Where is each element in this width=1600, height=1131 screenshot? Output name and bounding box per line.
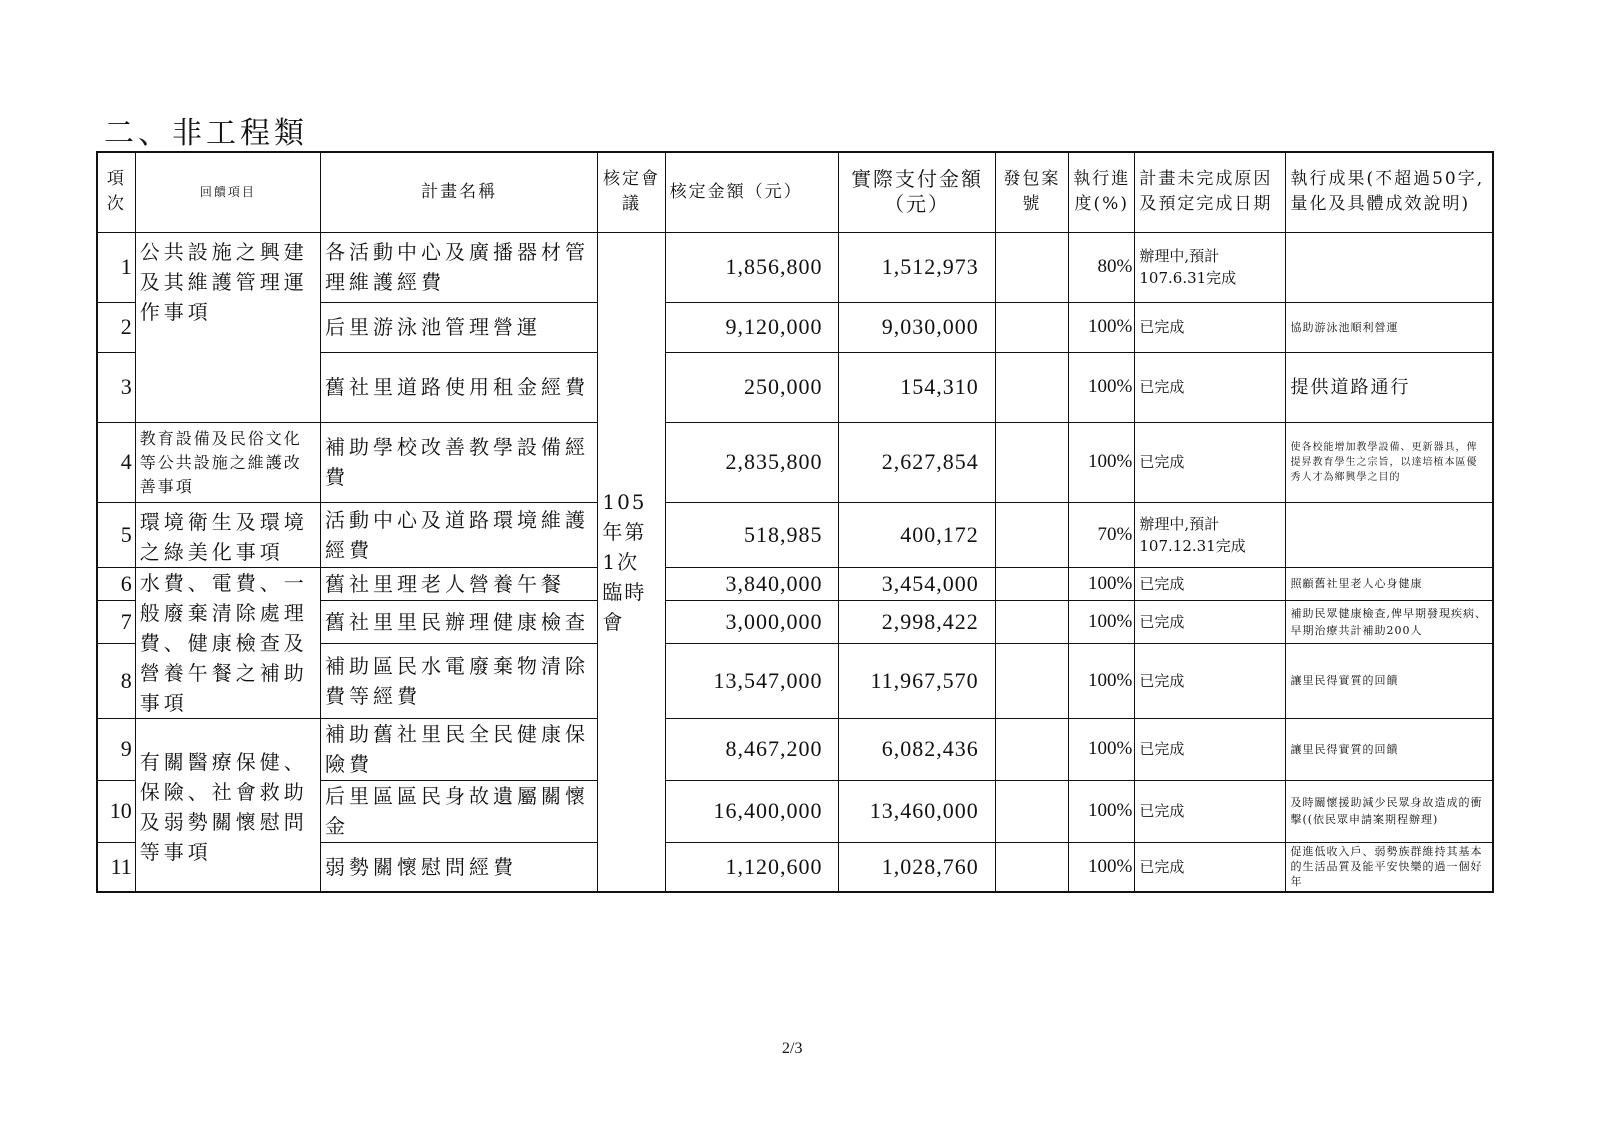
page-title: 二、非工程類 bbox=[104, 116, 308, 151]
header-progress: 執行進度(%) bbox=[1069, 152, 1135, 232]
plan-name: 補助學校改善教學設備經費 bbox=[321, 422, 598, 502]
reason: 已完成 bbox=[1135, 352, 1286, 422]
result bbox=[1286, 502, 1493, 567]
result: 提供道路通行 bbox=[1286, 352, 1493, 422]
category-cell: 環境衛生及環境之綠美化事項 bbox=[135, 502, 320, 567]
approved-amount: 8,467,200 bbox=[665, 718, 839, 780]
reason: 已完成 bbox=[1135, 422, 1286, 502]
approved-amount: 250,000 bbox=[665, 352, 839, 422]
result bbox=[1286, 232, 1493, 302]
table-row bbox=[97, 422, 1493, 502]
result: 協助游泳池順利營運 bbox=[1286, 302, 1493, 352]
category-cell: 水費、電費、一般廢棄清除處理費、健康檢查及營養午餐之補助事項 bbox=[135, 567, 320, 718]
row-index: 6 bbox=[97, 567, 135, 600]
reason: 已完成 bbox=[1135, 302, 1286, 352]
category-cell: 有關醫療保健、保險、社會救助及弱勢關懷慰問等事項 bbox=[135, 718, 320, 892]
paid-amount: 13,460,000 bbox=[839, 780, 995, 842]
contract-number bbox=[995, 422, 1068, 502]
header-plan-name: 計畫名稱 bbox=[321, 152, 598, 232]
result: 補助民眾健康檢查,俾早期發現疾病、早期治療共計補助200人 bbox=[1286, 600, 1493, 643]
contract-number bbox=[995, 600, 1068, 643]
result: 及時關懷援助減少民眾身故造成的衝擊((依民眾申請案期程辦理) bbox=[1286, 780, 1493, 842]
approved-amount: 2,835,800 bbox=[665, 422, 839, 502]
paid-amount: 1,512,973 bbox=[839, 232, 995, 302]
approved-amount: 16,400,000 bbox=[665, 780, 839, 842]
approved-amount: 3,000,000 bbox=[665, 600, 839, 643]
header-index: 項次 bbox=[97, 152, 135, 232]
table-row bbox=[97, 567, 1493, 600]
paid-amount: 2,627,854 bbox=[839, 422, 995, 502]
header-reason: 計畫未完成原因及預定完成日期 bbox=[1135, 152, 1286, 232]
table-row bbox=[97, 232, 1493, 302]
header-paid: 實際支付金額（元） bbox=[839, 152, 995, 232]
page-number: 2/3 bbox=[782, 1040, 803, 1057]
plan-name: 補助舊社里民全民健康保險費 bbox=[321, 718, 598, 780]
plan-name: 后里游泳池管理營運 bbox=[321, 302, 598, 352]
plan-name: 弱勢關懷慰問經費 bbox=[321, 842, 598, 892]
progress: 100% bbox=[1069, 567, 1135, 600]
row-index: 10 bbox=[97, 780, 135, 842]
progress: 100% bbox=[1069, 352, 1135, 422]
progress: 100% bbox=[1069, 842, 1135, 892]
paid-amount: 400,172 bbox=[839, 502, 995, 567]
contract-number bbox=[995, 780, 1068, 842]
contract-number bbox=[995, 842, 1068, 892]
progress: 100% bbox=[1069, 644, 1135, 718]
header-row bbox=[97, 152, 1493, 232]
contract-number bbox=[995, 232, 1068, 302]
header-contract: 發包案號 bbox=[995, 152, 1068, 232]
plan-name: 舊社里理老人營養午餐 bbox=[321, 567, 598, 600]
table-row bbox=[97, 718, 1493, 780]
reason: 已完成 bbox=[1135, 718, 1286, 780]
contract-number bbox=[995, 302, 1068, 352]
paid-amount: 2,998,422 bbox=[839, 600, 995, 643]
row-index: 11 bbox=[97, 842, 135, 892]
category-cell: 教育設備及民俗文化等公共設施之維護改善事項 bbox=[135, 422, 320, 502]
row-index: 5 bbox=[97, 502, 135, 567]
result: 促進低收入戶、弱勢族群維持其基本的生活品質及能平安快樂的過一個好年 bbox=[1286, 842, 1493, 892]
approved-amount: 518,985 bbox=[665, 502, 839, 567]
progress: 100% bbox=[1069, 780, 1135, 842]
plan-name: 活動中心及道路環境維護經費 bbox=[321, 502, 598, 567]
contract-number bbox=[995, 718, 1068, 780]
reason: 已完成 bbox=[1135, 567, 1286, 600]
paid-amount: 1,028,760 bbox=[839, 842, 995, 892]
header-category: 回饋項目 bbox=[135, 152, 320, 232]
reason: 已完成 bbox=[1135, 644, 1286, 718]
result: 讓里民得實質的回饋 bbox=[1286, 644, 1493, 718]
plan-name: 后里區區民身故遺屬關懷金 bbox=[321, 780, 598, 842]
approved-amount: 9,120,000 bbox=[665, 302, 839, 352]
row-index: 3 bbox=[97, 352, 135, 422]
row-index: 2 bbox=[97, 302, 135, 352]
result: 照顧舊社里老人心身健康 bbox=[1286, 567, 1493, 600]
row-index: 7 bbox=[97, 600, 135, 643]
reason: 已完成 bbox=[1135, 780, 1286, 842]
contract-number bbox=[995, 352, 1068, 422]
progress: 100% bbox=[1069, 422, 1135, 502]
paid-amount: 6,082,436 bbox=[839, 718, 995, 780]
plan-name: 舊社里道路使用租金經費 bbox=[321, 352, 598, 422]
result: 讓里民得實質的回饋 bbox=[1286, 718, 1493, 780]
progress: 80% bbox=[1069, 232, 1135, 302]
table-row bbox=[97, 502, 1493, 567]
row-index: 8 bbox=[97, 644, 135, 718]
reason: 已完成 bbox=[1135, 600, 1286, 643]
paid-amount: 154,310 bbox=[839, 352, 995, 422]
contract-number bbox=[995, 502, 1068, 567]
reason: 辦理中,預計107.12.31完成 bbox=[1135, 502, 1286, 567]
reason: 辦理中,預計107.6.31完成 bbox=[1135, 232, 1286, 302]
paid-amount: 3,454,000 bbox=[839, 567, 995, 600]
paid-amount: 11,967,570 bbox=[839, 644, 995, 718]
paid-amount: 9,030,000 bbox=[839, 302, 995, 352]
row-index: 1 bbox=[97, 232, 135, 302]
reason: 已完成 bbox=[1135, 842, 1286, 892]
plan-name: 各活動中心及廣播器材管理維護經費 bbox=[321, 232, 598, 302]
project-table bbox=[96, 151, 1494, 893]
contract-number bbox=[995, 567, 1068, 600]
progress: 70% bbox=[1069, 502, 1135, 567]
row-index: 4 bbox=[97, 422, 135, 502]
meeting-cell: 105年第1次臨時會 bbox=[598, 232, 665, 892]
approved-amount: 3,840,000 bbox=[665, 567, 839, 600]
contract-number bbox=[995, 644, 1068, 718]
progress: 100% bbox=[1069, 600, 1135, 643]
plan-name: 舊社里里民辦理健康檢查 bbox=[321, 600, 598, 643]
category-cell: 公共設施之興建及其維護管理運作事項 bbox=[135, 232, 320, 422]
header-meeting: 核定會議 bbox=[598, 152, 665, 232]
plan-name: 補助區民水電廢棄物清除費等經費 bbox=[321, 644, 598, 718]
approved-amount: 1,120,600 bbox=[665, 842, 839, 892]
progress: 100% bbox=[1069, 302, 1135, 352]
approved-amount: 13,547,000 bbox=[665, 644, 839, 718]
header-approved: 核定金額（元） bbox=[665, 152, 839, 232]
header-result: 執行成果(不超過50字,量化及具體成效說明) bbox=[1286, 152, 1493, 232]
row-index: 9 bbox=[97, 718, 135, 780]
result: 使各校能增加教學設備、更新器具，俾提昇教育學生之宗旨，以達培植本區優秀人才為鄉興學之目的 bbox=[1286, 422, 1493, 502]
approved-amount: 1,856,800 bbox=[665, 232, 839, 302]
progress: 100% bbox=[1069, 718, 1135, 780]
